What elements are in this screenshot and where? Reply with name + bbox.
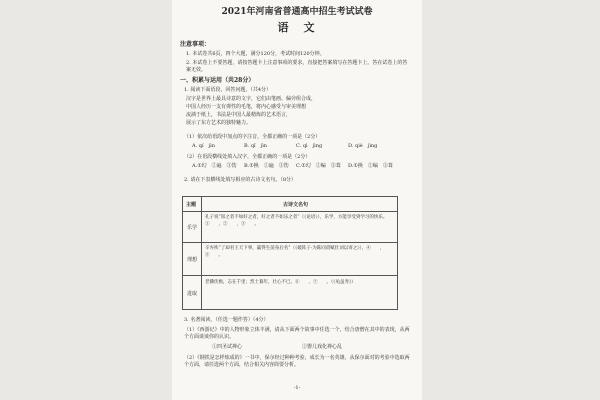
- passage-line: 流淌于纸上，书法是中国人最精炼的艺术语言，: [186, 112, 292, 118]
- question-text: （2）《钢铁是怎样炼成的》一书中，保尔经过种种考验，成长为一名英雄，从保尔面对的考验中选取两个方面，请任选两个方面，结合相关内容简要分析。: [184, 355, 410, 368]
- answer-option: A. qí jìn: [192, 143, 215, 149]
- question-text: 2. 请在下表横线处填写相应的古诗文名句。（8分）: [184, 177, 297, 183]
- answer-option: C. qì jìng: [296, 143, 323, 149]
- answer-option: D. qiè jìng: [348, 143, 378, 149]
- question-text: （1）依次给语段中加点的字注音，全都正确的一项是（2分）: [184, 134, 321, 140]
- table-row-theme: 乐学: [186, 225, 197, 231]
- passage-line: 汉字是世界上最具诗意的文字，它们由笔画、偏旁组合成，: [186, 96, 317, 102]
- exam-title: 2021年河南省普通高中招生考试试卷: [221, 7, 373, 17]
- table-header-theme: 主题: [186, 202, 197, 208]
- table-row-theme: 理想: [186, 257, 197, 263]
- table-row: [183, 212, 397, 243]
- table-row-theme: 进取: [186, 291, 197, 297]
- note-item: 2. 本试卷上不要答题，请按答题卡上注意事项的要求，直接把答案填写在答题卡上。答在试卷上的答案无效。: [186, 60, 408, 73]
- table-divider: [201, 197, 202, 309]
- answer-option: A.①幻 ②遍 ③饬: [192, 163, 237, 169]
- answer-option: B. qǐ jìn: [244, 143, 268, 149]
- answer-option: D.①换 ②编 ③葺: [348, 163, 393, 169]
- table-row: [183, 243, 397, 276]
- passage-line: 展示了东方艺术的独特魅力。: [186, 120, 252, 126]
- table-row: [183, 276, 397, 310]
- answer-option: ②婴儿戏化禅心乱: [302, 344, 343, 350]
- question-text: （2）在语段横线处填入汉字，全都正确的一项是（2分）: [184, 154, 311, 160]
- table-header-poem: 古诗文名句: [283, 202, 309, 208]
- answer-option: C.①幻 ②编 ③葺: [296, 163, 341, 169]
- answer-option: B.①换 ②遍 ③饬: [244, 163, 289, 169]
- notes-heading: 注意事项：: [180, 41, 211, 48]
- page-number: -1-: [293, 385, 301, 391]
- section-heading: 一、积累与运用（共28分）: [180, 77, 255, 84]
- note-item: 1. 本试卷共6页，四个大题，满分120分，考试时间120分钟。: [186, 51, 325, 57]
- table-row-text: 孔子说“知之者不如好之者，好之者不如乐之者”（《论语》），乐学，方能享受到学习的快乐。① ，② ，③ 。: [205, 215, 388, 227]
- table-row-text: 辛弃疾“了却君王天下事，赢得生前身后名”（《破阵子·为陈同甫赋壮词以寄之》），④ ，⑤ 。: [205, 246, 385, 258]
- passage-line: 中国人经历一支有弹性的毛笔，将内心感受与审美理想: [186, 104, 307, 110]
- question-text: （1）《西游记》中的人物形象立体丰满，请从下面两个故事中任选一个，结合唐僧在其中的表现，从两个方面谈谈你的认识。: [184, 327, 410, 340]
- subject-title: 语 文: [277, 21, 317, 34]
- poem-table: [182, 196, 398, 310]
- table-row-text: 老骥伏枥，志在千里；烈士暮年，壮心不已。⑥ ，⑦ 。（《龟虽寿》）: [205, 280, 356, 285]
- table-header: [183, 197, 397, 212]
- answer-option: ①四圣试禅心: [212, 344, 243, 350]
- exam-page: [172, 0, 422, 400]
- question-text: 1. 阅读下面语段，回答问题。（共4分）: [184, 87, 272, 93]
- question-text: 3. 名著阅读。（任选一题作答）（4分）: [184, 317, 269, 323]
